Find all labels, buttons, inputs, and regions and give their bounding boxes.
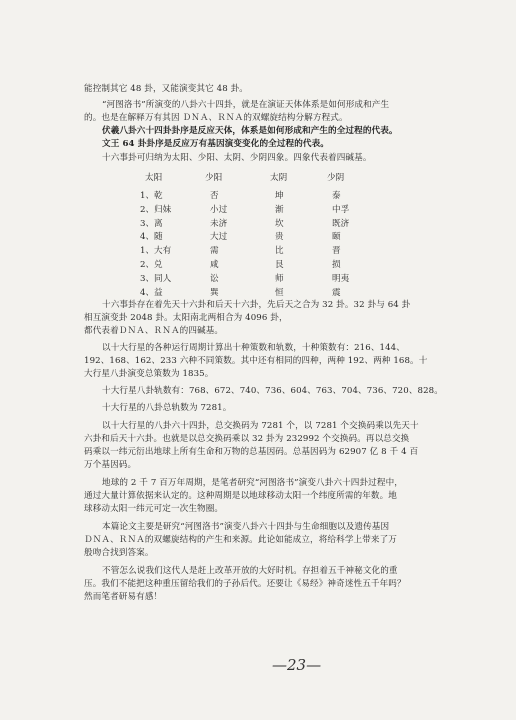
text-line: 能控制其它 48 卦，又能演变其它 48 卦。: [84, 84, 249, 94]
text-line: 压。我们不能把这种重压留给我们的子孙后代。还要让《易经》神奇迷性五千年吗？: [84, 579, 406, 589]
table-cell: 明夷: [332, 273, 350, 284]
table-cell: 师: [275, 273, 284, 284]
text-line: 相互演变卦 2048 卦。太阳南北两相合为 4096 卦，: [84, 313, 288, 323]
text-line: 以十大行星的八卦六十四卦，总交换码为 7281 个，以 7281 个交换码乘以先天十: [102, 421, 419, 431]
table-cell: 损: [332, 260, 341, 270]
text-line: 十大行星八卦轨数有：768、672、740、736、604、763、704、736、720、828。: [102, 386, 443, 396]
text-line: 的。也是在解释万有其因 ＤＮＡ、ＲＮＡ的双螺旋结构分解方程式。: [84, 113, 348, 123]
table-cell: 坎: [275, 218, 284, 229]
table-header-cell: 太阴: [270, 173, 288, 183]
text-line: “河图洛书”所演变的八卦六十四卦，就是在演证天体体系是如何形成和产生: [102, 100, 390, 110]
text-line: 地球的 2 千 7 百万年周期，是笔者研究“河图洛书”演变八卦六十四卦过程中，: [102, 478, 403, 488]
text-line: 码乘以一纬元衍出地球上所有生命和万物的总基因码。总基因码为 62907 亿 8 千 4 百: [84, 447, 419, 457]
text-line: 以十大行星的各种运行周期计算出十种策数和轨数，十种策数有：216、144、: [102, 343, 405, 353]
table-cell: 3、同人: [140, 273, 172, 284]
table-cell: 大过: [210, 232, 228, 243]
text-line: 大行星八卦演变总策数为 1835。: [84, 369, 214, 379]
table-cell: 4、随: [140, 232, 163, 243]
text-line: 万个基因码。: [84, 460, 137, 470]
table-cell: 晋: [332, 246, 341, 257]
table-cell: 1、大有: [140, 246, 172, 257]
table-cell: 3、离: [140, 218, 163, 229]
table-cell: 4、益: [140, 287, 163, 298]
text-line: ＤＮＡ、ＲＮＡ的双螺旋结构的产生和来源。此论如能成立，将给科学上带来了万: [84, 535, 397, 545]
table-cell: 巽: [210, 287, 219, 298]
text-line: 十六事卦可归纳为太阳、少阳、太阴、少阴四象。四象代表着四碱基。: [102, 153, 372, 163]
text-line: 都代表着ＤＮＡ、ＲＮＡ的四碱基。: [84, 326, 224, 336]
text-line: 般吻合找到答案。: [84, 548, 154, 558]
table-cell: 贵: [275, 232, 284, 243]
text-line: 十大行星的八卦总轨数为 7281。: [102, 403, 232, 413]
table-cell: 讼: [210, 273, 219, 284]
table-cell: 颐: [332, 232, 341, 243]
table-cell: 震: [332, 287, 341, 298]
table-cell: 渐: [275, 204, 284, 215]
table-cell: 泰: [332, 191, 341, 201]
table-cell: 否: [210, 191, 219, 201]
text-line: 不管怎么说我们这代人是赶上改革开放的大好时机。存担着五千神秘文化的重: [102, 566, 398, 576]
table-cell: 恒: [275, 287, 284, 298]
text-line: 六卦和后天十六卦。也就是以总交换码乘以 32 卦为 232992 个交换码。再以总交换: [84, 434, 410, 444]
table-cell: 2、兑: [140, 260, 163, 270]
table-cell: 坤: [275, 191, 284, 201]
table-cell: 需: [210, 246, 219, 257]
page-number: —23—: [272, 656, 322, 674]
text-line: 伏羲八卦六十四卦卦序是反应天体，体系是如何形成和产生的全过程的代表。: [102, 126, 398, 136]
table-header-cell: 太阳: [145, 173, 163, 183]
table-cell: 2、归妹: [140, 204, 172, 215]
table-cell: 中孚: [332, 204, 350, 215]
table-cell: 咸: [210, 260, 219, 270]
text-line: 通过大量计算依据来认定的。这种周期是以地球移动太阳一个纬度所需的年数。地: [84, 491, 397, 501]
text-line: 然而笔者研易有感！: [84, 592, 163, 602]
text-line: 192、168、162、233 六种不同策数。其中还有相同的四种，两种 192、两种 168。十: [84, 356, 428, 366]
table-cell: 艮: [275, 260, 284, 270]
table-cell: 比: [275, 246, 284, 257]
text-line: 十六事卦存在着先天十六卦和后天十六卦，先后天之合为 32 卦。32 卦与 64 卦: [102, 300, 411, 310]
table-cell: 未济: [210, 218, 228, 229]
text-line: 文王 64 卦卦序是反应万有基因演变变化的全过程的代表。: [102, 139, 329, 149]
table-cell: 1、乾: [140, 191, 163, 201]
table-header-cell: 少阳: [205, 173, 223, 183]
text-line: 本篇论文主要是研究“河图洛书”演变八卦六十四卦与生命细胞以及遗传基因: [102, 522, 390, 532]
text-line: 球移动太阳一纬元可定一次生物圈。: [84, 504, 224, 514]
table-cell: 小过: [210, 204, 228, 215]
table-cell: 既济: [332, 218, 350, 229]
table-header-cell: 少阴: [327, 173, 345, 183]
